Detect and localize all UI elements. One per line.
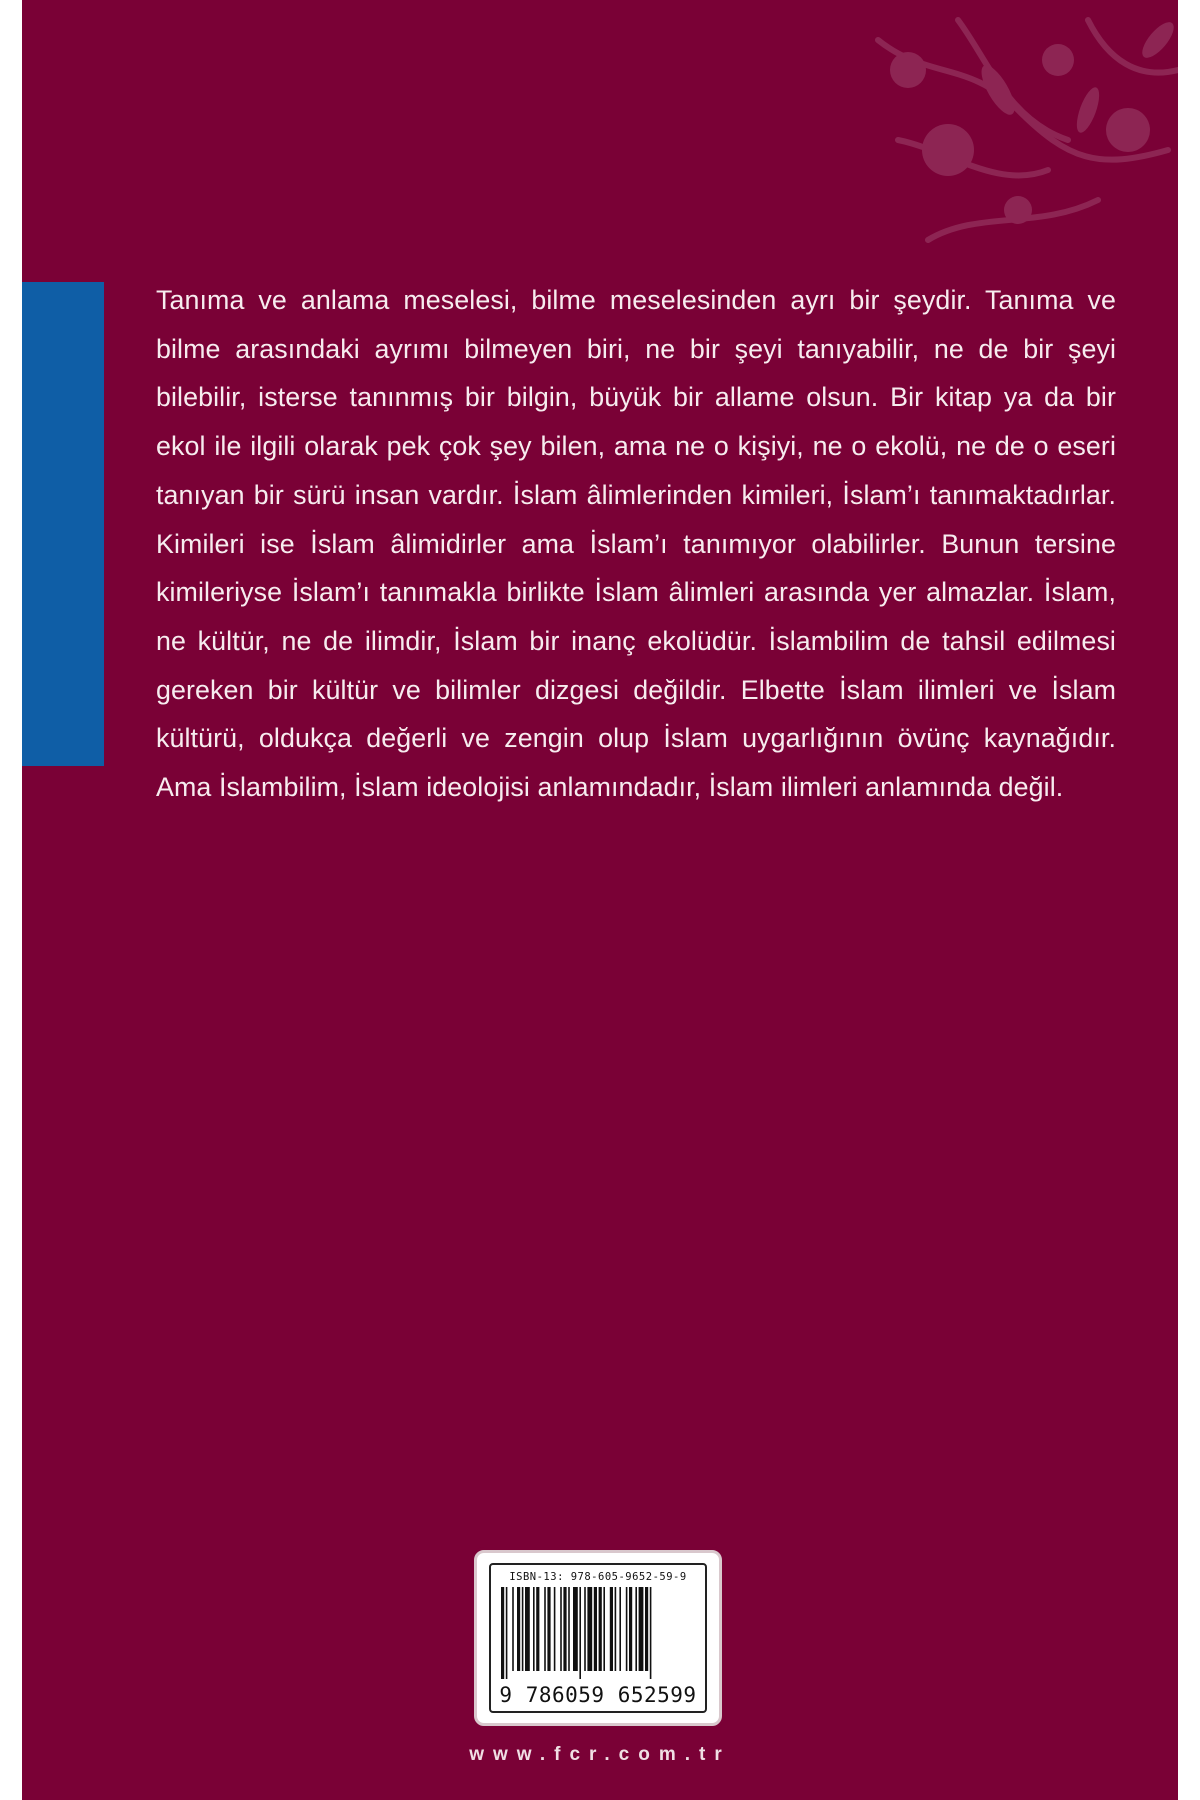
barcode-bar [615, 1587, 617, 1671]
barcode-bar [573, 1587, 578, 1671]
barcode-bar [522, 1587, 524, 1671]
back-cover [22, 0, 1178, 1800]
barcode-bar [579, 1587, 581, 1679]
barcode-bar [563, 1587, 566, 1671]
barcode-bar [501, 1587, 504, 1679]
barcode-bar [568, 1587, 570, 1671]
barcode-bar [544, 1587, 546, 1671]
barcode-bar [587, 1587, 592, 1671]
barcode-bar [533, 1587, 535, 1671]
barcode-bar [506, 1587, 508, 1679]
barcode-bar [547, 1587, 550, 1671]
blue-accent-tab [22, 282, 104, 766]
blurb-text: Tanıma ve anlama meselesi, bilme meselesinden ayrı bir şeydir. Tanıma ve bilme arasındaki ayrımı bilmeyen biri, ne bir şeyi tanıyabilir, ne de bir şeyi bilebilir, isterse tanınmış bir bilgin, büyük bir allame olsun. Bir kitap ya da bir ekol ile ilgili olarak pek çok şey bilen, ama ne o kişiyi, ne o ekolü, ne de o eseri tanıyan bir sürü insan vardır. İslam âlimlerinden kimileri, İslam’ı tanımaktadırlar. Kimileri ise İslam âlimidirler ama İslam’ı tanımıyor olabilirler. Bunun tersine kimileriyse İslam’ı tanımakla birlikte İslam âlimleri arasında yer almazlar. İslam, ne kültür, ne de ilimdir, İslam bir inanç ekolüdür. İslambilim de tahsil edilmesi gereken bir kültür ve bilimler dizgesi değildir. Elbette İslam ilimleri ve İslam kültürü, oldukça değerli ve zengin olup İslam uygarlığının övünç kaynağıdır. Ama İslambilim, İslam ideolojisi anlamındadır, İslam ilimleri anlamında değil. [156, 285, 1116, 803]
barcode-bar [603, 1587, 605, 1671]
website-url: www.fcr.com.tr [469, 1744, 731, 1765]
barcode-bar [599, 1587, 602, 1671]
barcode-bar [554, 1587, 556, 1671]
barcode-bar [512, 1587, 514, 1671]
barcode-bar [626, 1587, 628, 1671]
barcode [489, 1563, 707, 1713]
barcode-bar [619, 1587, 621, 1671]
barcode-bar [629, 1587, 632, 1671]
barcode-bar [536, 1587, 539, 1671]
barcode-frame [474, 1550, 722, 1726]
barcode-bar [645, 1587, 648, 1671]
barcode-bar [635, 1587, 637, 1671]
floral-ornament-icon [838, 0, 1178, 280]
isbn-label: ISBN-13: 978-605-9652-59-9 [509, 1571, 687, 1583]
barcode-bar [650, 1587, 652, 1679]
barcode-bar [594, 1587, 597, 1671]
barcode-bars [501, 1587, 697, 1679]
isbn-digits: 9 786059 652599 [499, 1683, 697, 1707]
barcode-bar [525, 1587, 530, 1671]
barcode-bar [560, 1587, 562, 1671]
barcode-bar [517, 1587, 520, 1671]
barcode-bar [610, 1587, 613, 1671]
barcode-bar [639, 1587, 644, 1671]
barcode-bar [584, 1587, 586, 1671]
back-cover-blurb [156, 276, 1116, 812]
